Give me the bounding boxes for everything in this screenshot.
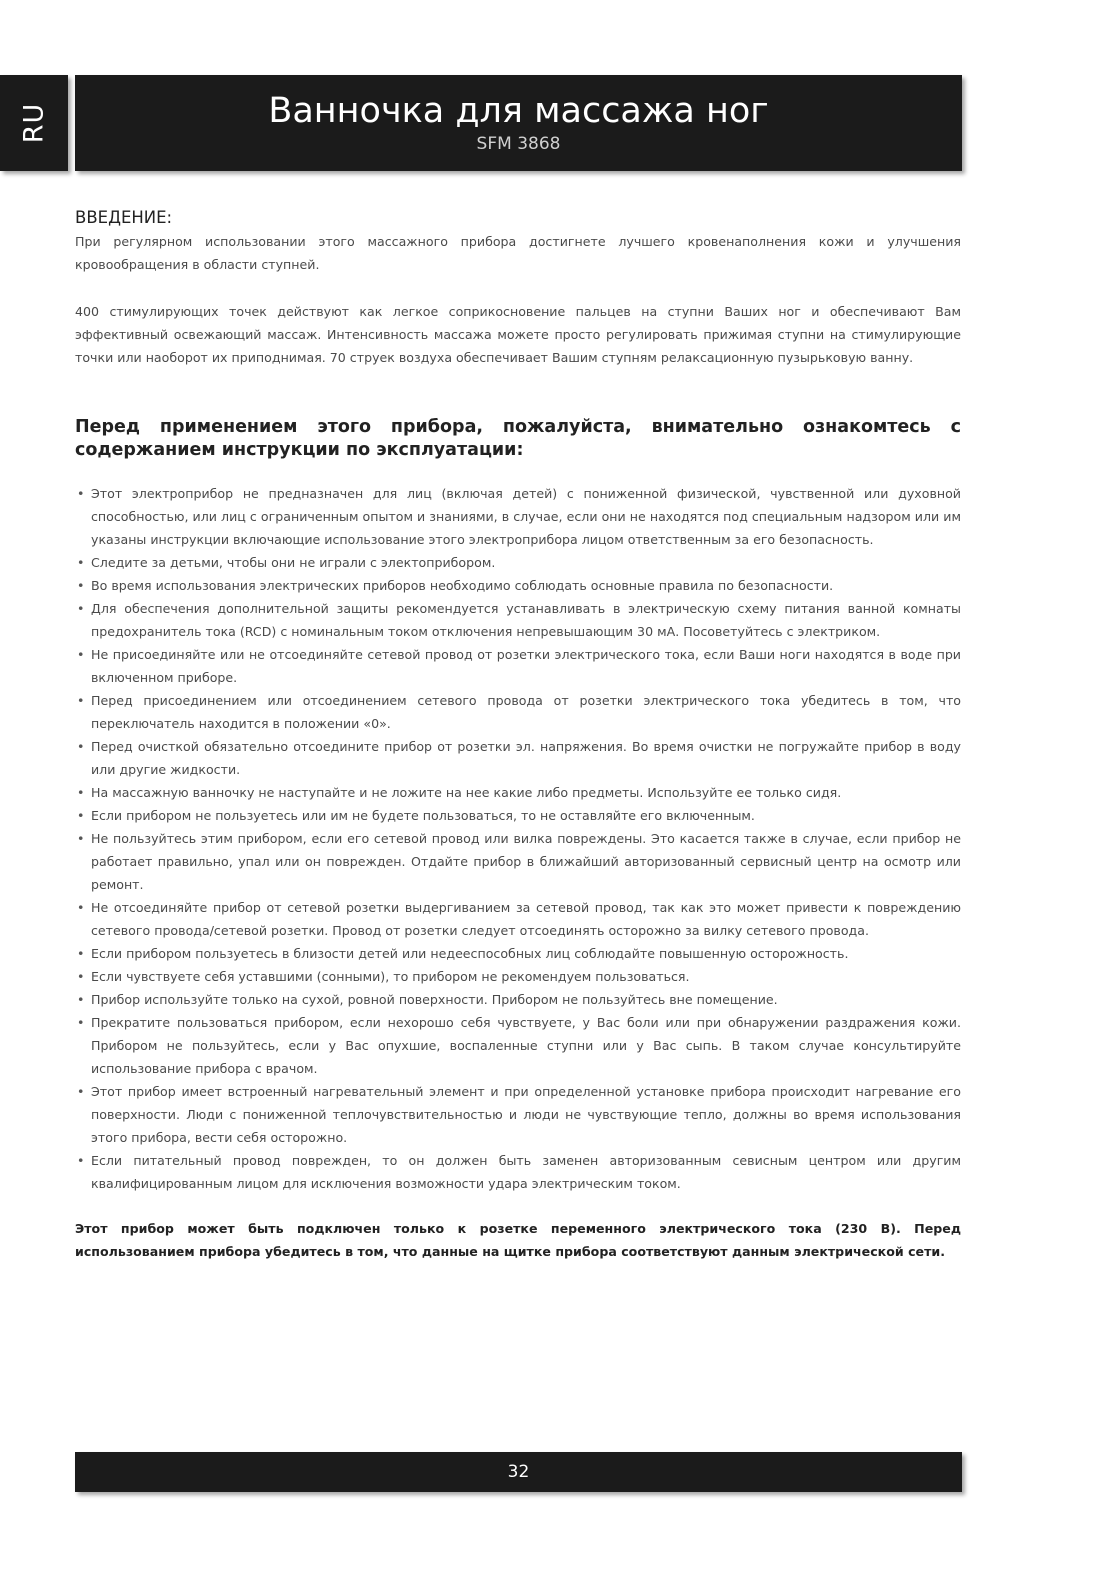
safety-item: • На массажную ванночку не наступайте и не ложите на нее какие либо предметы. Используйте ее только сидя. bbox=[75, 781, 961, 804]
safety-item: • Если прибором не пользуетесь или им не будете пользоваться, то не оставляйте его включенным. bbox=[75, 804, 961, 827]
safety-item: • Во время использования электрических приборов необходимо соблюдать основные правила по безопасности. bbox=[75, 574, 961, 597]
safety-item: • Прибор используйте только на сухой, ровной поверхности. Прибором не пользуйтесь вне помещение. bbox=[75, 988, 961, 1011]
page-title: Ванночка для массажа ног bbox=[268, 91, 769, 131]
safety-item: • Прекратите пользоваться прибором, если нехорошо себя чувствуете, у Вас боли или при обнаружении раздражения кожи. Прибором не пользуйтесь, если у Вас опухшие, воспаленные ступни или у Вас сыпь. В таком случае консультируйте использование прибора с врачом. bbox=[75, 1011, 961, 1080]
page-number: 32 bbox=[507, 1462, 530, 1482]
safety-item: • Если питательный провод поврежден, то он должен быть заменен авторизованным севисным центром или другим квалифицированным лицом для исключения возможности удара электрическим током. bbox=[75, 1149, 961, 1195]
language-tab bbox=[0, 75, 68, 171]
safety-item: • Для обеспечения дополнительной защиты рекомендуется устанавливать в электрическую схему питания ванной комнаты предохранитель тока (RCD) с номинальным током отключения непревышающим 30 мА. Посоветуйтесь с электриком. bbox=[75, 597, 961, 643]
safety-heading: Перед применением этого прибора, пожалуйста, внимательно ознакомтесь с содержанием инструкции по эксплуатации: bbox=[75, 417, 961, 460]
safety-item: • Не присоединяйте или не отсоединяйте сетевой провод от розетки электрического тока, если Ваши ноги находятся в воде при включенном приборе. bbox=[75, 643, 961, 689]
safety-item: • Не пользуйтесь этим прибором, если его сетевой провод или вилка повреждены. Это касается также в случае, если прибор не работает правильно, упал или он поврежден. Отдайте прибор в ближайший авторизованный сервисный центр на осмотр или ремонт. bbox=[75, 827, 961, 896]
safety-item: • Перед очисткой обязательно отсоедините прибор от розетки эл. напряжения. Во время очистки не погружайте прибор в воду или другие жидкости. bbox=[75, 735, 961, 781]
safety-item: • Этот электроприбор не предназначен для лиц (включая детей) с пониженной физической, чувственной или духовной способностью, или лиц с ограниченным опытом и знаниями, в случае, если они не находятся под специальным надзором или им указаны инструкции включающие использование этого электроприбора лицом ответственным за его безопасность. bbox=[75, 482, 961, 551]
safety-item: • Следите за детьми, чтобы они не играли с электоприбором. bbox=[75, 551, 961, 574]
model-number: SFM 3868 bbox=[476, 134, 561, 154]
safety-item: • Если прибором пользуетесь в близости детей или недееспособных лиц соблюдайте повышенную осторожность. bbox=[75, 942, 961, 965]
safety-item: • Не отсоединяйте прибор от сетевой розетки выдергиванием за сетевой провод, так как это может привести к повреждению сетевого провода/сетевой розетки. Провод от розетки следует отсоединять осторожно за вилку сетевого провода. bbox=[75, 896, 961, 942]
page-header bbox=[75, 75, 962, 171]
intro-heading: ВВЕДЕНИЕ: bbox=[75, 208, 173, 227]
intro-paragraph: При регулярном использовании этого массажного прибора достигнете лучшего кровенаполнения кожи и улучшения кровообращения в области ступней. bbox=[75, 234, 961, 272]
language-label: RU bbox=[18, 102, 50, 144]
intro-paragraph: 400 стимулирующих точек действуют как легкое соприкосновение пальцев на ступни Ваших ног и обеспечивают Вам эффективный освежающий массаж. Интенсивность массажа можете просто регулировать прижимая ступни на стимулирующие точки или наоборот их приподнимая. 70 струек воздуха обеспечивает Вашим ступням релаксационную пузырьковую ванну. bbox=[75, 304, 961, 365]
page-footer bbox=[75, 1452, 962, 1492]
safety-item: • Если чувствуете себя уставшими (сонными), то прибором не рекомендуем пользоваться. bbox=[75, 965, 961, 988]
page-content bbox=[75, 206, 961, 1263]
safety-item: • Этот прибор имеет встроенный нагревательный элемент и при определенной установке прибора происходит нагревание его поверхности. Люди с пониженной теплочувствительностью и люди не чувствующие тепло, должны во время использования этого прибора, вести себя осторожно. bbox=[75, 1080, 961, 1149]
safety-item: • Перед присоединением или отсоединением сетевого провода от розетки электрического тока убедитесь в том, что переключатель находится в положении «0». bbox=[75, 689, 961, 735]
safety-list bbox=[75, 482, 961, 1195]
power-requirements-note: Этот прибор может быть подключен только к розетке переменного электрического тока (230 В). Перед использованием прибора убедитесь в том, что данные на щитке прибора соответствуют данным электрической сети. bbox=[75, 1221, 961, 1259]
